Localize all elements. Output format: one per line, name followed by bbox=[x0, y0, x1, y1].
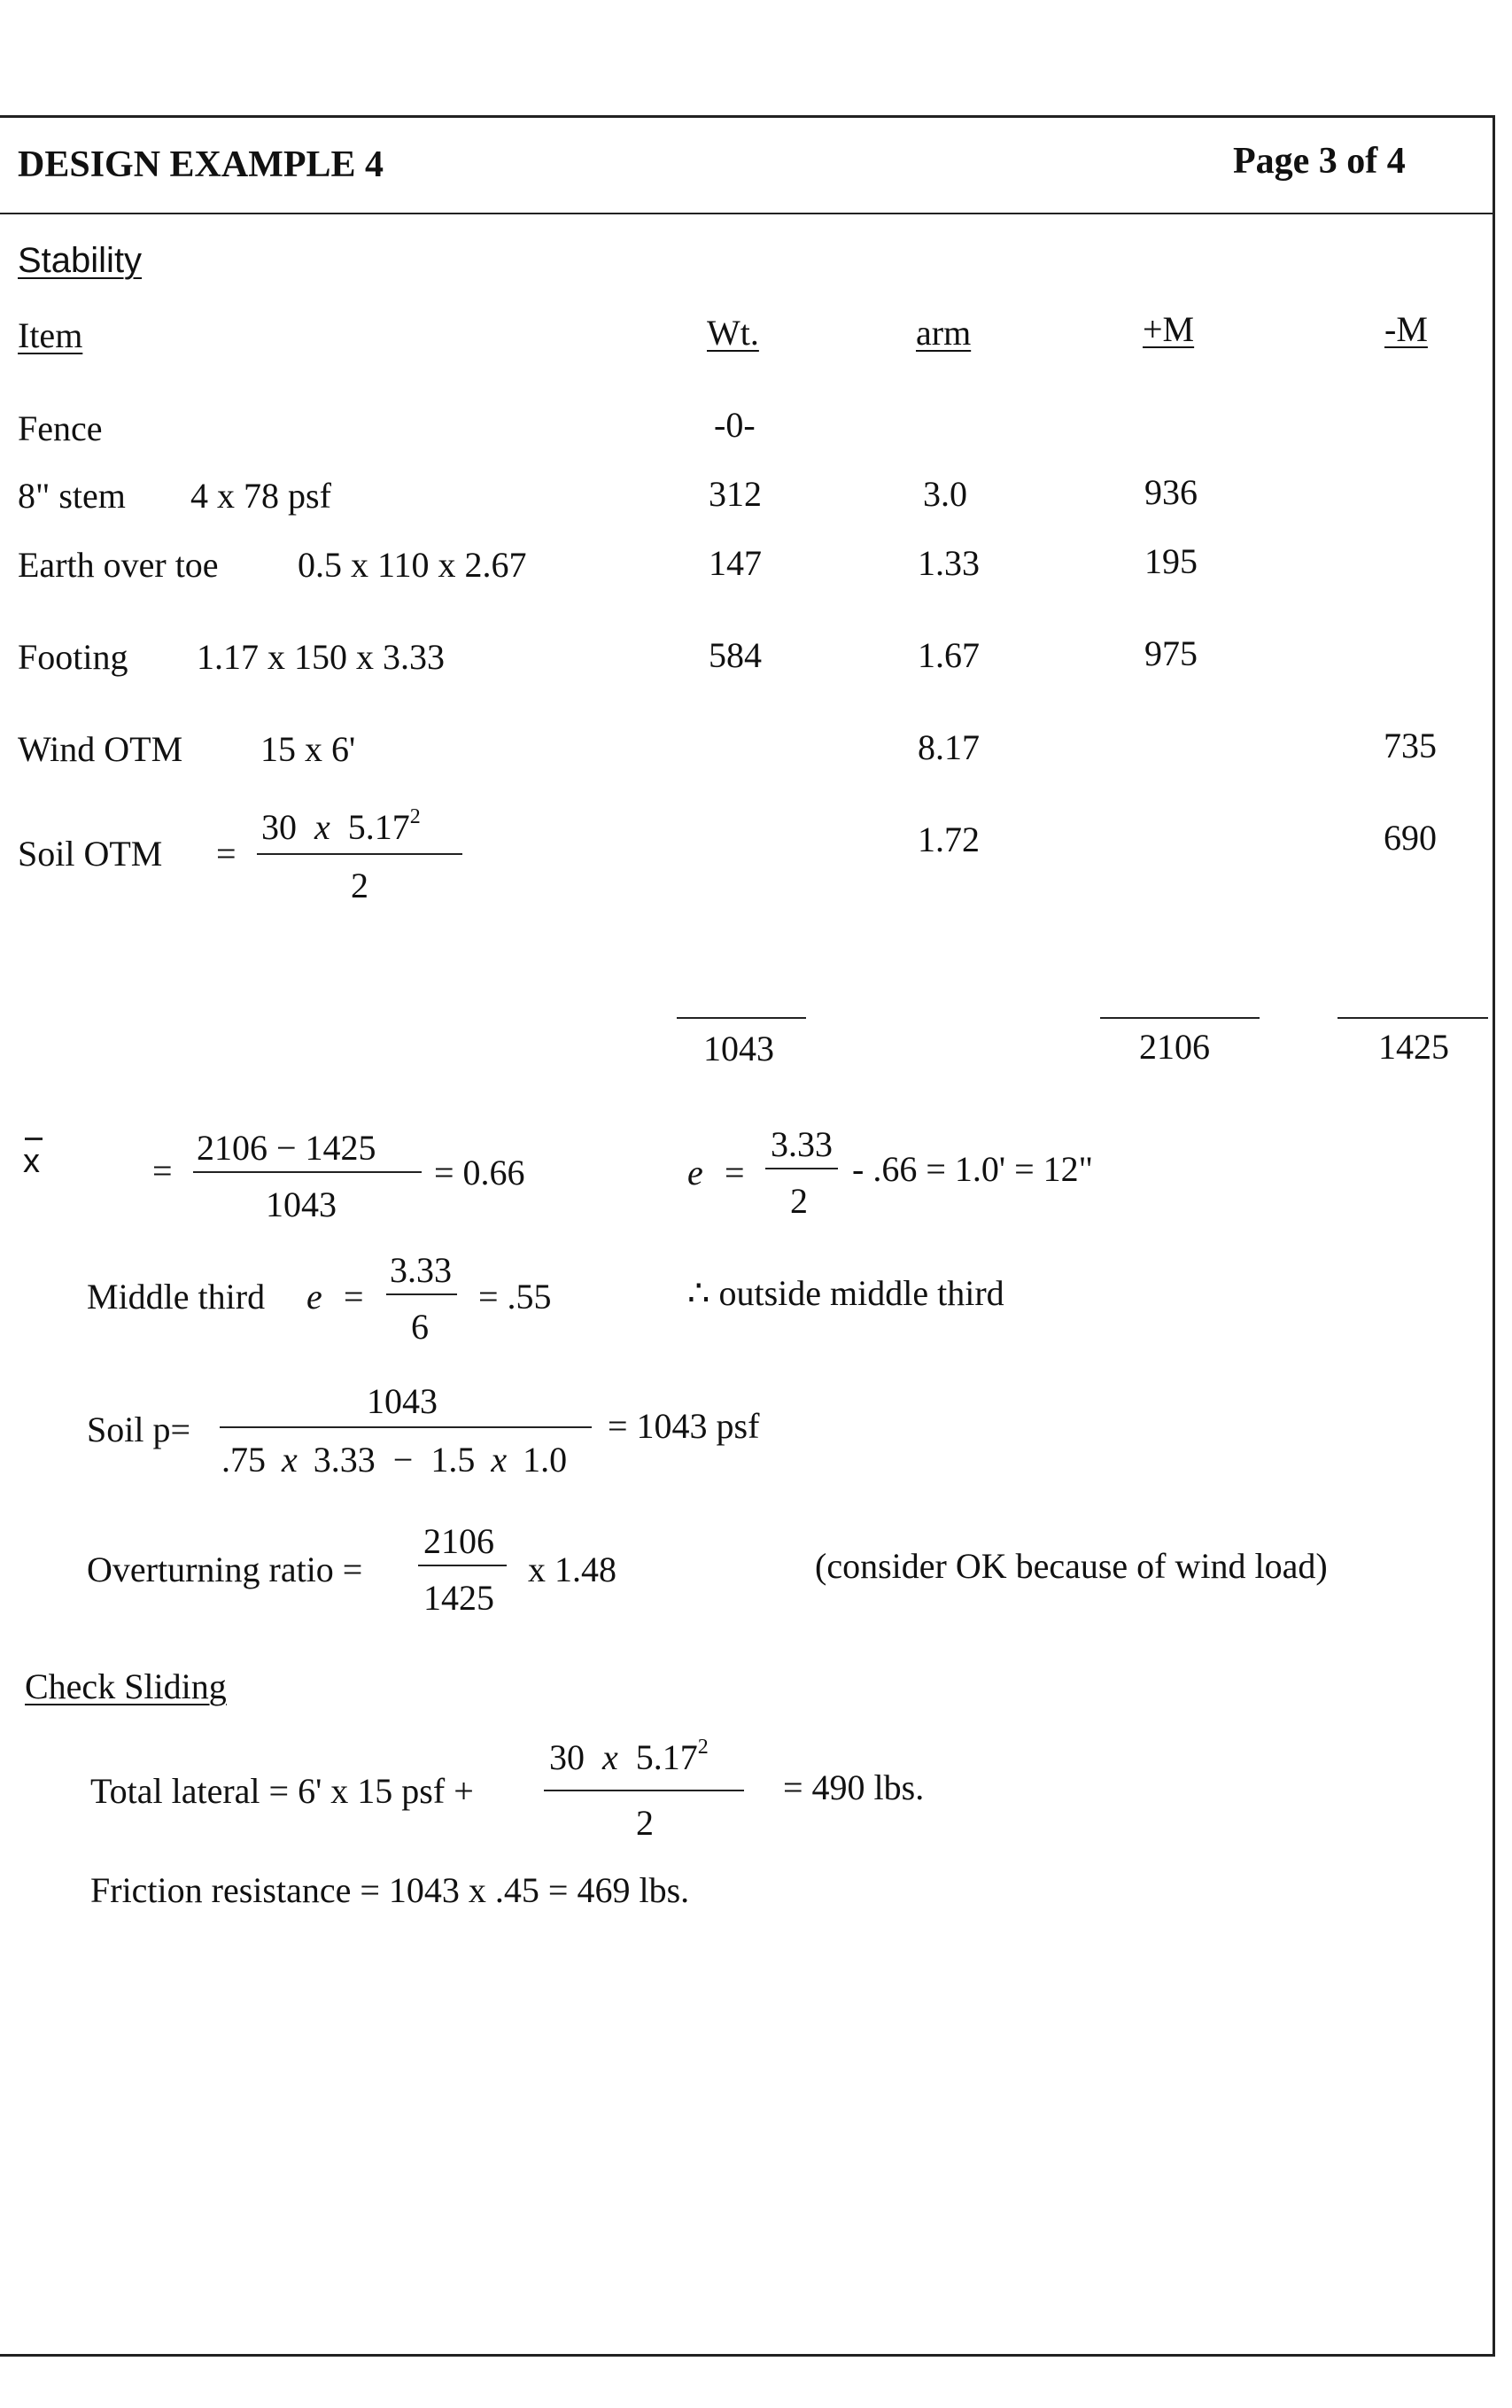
page-frame bbox=[0, 115, 1495, 2357]
soil-den-x1: x bbox=[282, 1440, 298, 1480]
total-wt-rule bbox=[677, 1017, 806, 1019]
header-divider bbox=[0, 213, 1495, 214]
section-title: Stability bbox=[18, 241, 143, 280]
row-stem-arm: 3.0 bbox=[923, 474, 967, 514]
middle-third-denominator: 6 bbox=[411, 1307, 429, 1347]
row-stem-detail: 4 x 78 psf bbox=[190, 476, 331, 516]
row-footing-detail: 1.17 x 150 x 3.33 bbox=[197, 637, 445, 677]
middle-third-numerator: 3.33 bbox=[390, 1250, 452, 1290]
overturning-ratio-label: Overturning ratio = bbox=[87, 1550, 363, 1589]
middle-third-fraction-bar bbox=[386, 1293, 457, 1295]
total-minus-m-rule bbox=[1338, 1017, 1488, 1019]
row-fence-wt: -0- bbox=[714, 405, 756, 445]
soil-pressure-numerator: 1043 bbox=[367, 1381, 438, 1421]
x-bar-result: = 0.66 bbox=[434, 1153, 525, 1192]
row-wind-minus-m: 735 bbox=[1384, 726, 1437, 765]
header-arm: arm bbox=[916, 313, 972, 353]
header-wt: Wt. bbox=[707, 313, 759, 353]
row-footing-wt: 584 bbox=[709, 635, 762, 675]
row-wind-arm: 8.17 bbox=[918, 727, 980, 767]
header-plus-m: +M bbox=[1143, 309, 1195, 349]
outside-middle-third-note: ∴ outside middle third bbox=[687, 1273, 1004, 1313]
row-earth-plus-m: 195 bbox=[1144, 541, 1198, 581]
row-earth-arm: 1.33 bbox=[918, 543, 980, 583]
soil-pressure-fraction-bar bbox=[220, 1426, 592, 1428]
page-number: Page 3 of 4 bbox=[1233, 141, 1406, 182]
total-plus-m: 2106 bbox=[1139, 1027, 1210, 1067]
soil-otm-num-a: 30 bbox=[261, 807, 297, 847]
x-bar-equals: = bbox=[152, 1151, 173, 1191]
row-soil-item: Soil OTM bbox=[18, 834, 163, 874]
total-lateral-label: Total lateral = 6' x 15 psf + bbox=[90, 1771, 474, 1811]
eccentricity-denominator: 2 bbox=[790, 1181, 808, 1221]
soil-den-b: 3.33 bbox=[313, 1440, 376, 1480]
middle-third-equals: = bbox=[344, 1277, 364, 1317]
check-sliding-title: Check Sliding bbox=[25, 1666, 227, 1706]
total-minus-m: 1425 bbox=[1378, 1027, 1449, 1067]
soil-otm-num-x: x bbox=[314, 807, 330, 847]
row-fence-item: Fence bbox=[18, 408, 103, 448]
total-lateral-denominator: 2 bbox=[636, 1803, 654, 1843]
eccentricity-numerator: 3.33 bbox=[771, 1124, 833, 1164]
soil-den-x2: x bbox=[491, 1440, 508, 1480]
soil-pressure-result: = 1043 psf bbox=[608, 1406, 760, 1446]
row-footing-arm: 1.67 bbox=[918, 635, 980, 675]
overturning-ratio-note: (consider OK because of wind load) bbox=[815, 1546, 1328, 1586]
row-stem-item: 8" stem bbox=[18, 476, 126, 516]
total-plus-m-rule bbox=[1100, 1017, 1260, 1019]
eccentricity-equals: = bbox=[725, 1153, 745, 1192]
lateral-num-b: 5.17 bbox=[635, 1737, 698, 1777]
soil-den-d: 1.0 bbox=[523, 1440, 568, 1480]
overturning-ratio-denominator: 1425 bbox=[423, 1578, 494, 1618]
row-earth-item: Earth over toe bbox=[18, 545, 219, 585]
overturning-ratio-fraction-bar bbox=[418, 1565, 507, 1566]
soil-den-minus: − bbox=[392, 1440, 414, 1480]
total-lateral-numerator bbox=[549, 1736, 709, 1778]
row-soil-equals: = bbox=[216, 834, 236, 874]
eccentricity-result: - .66 = 1.0' = 12" bbox=[852, 1149, 1093, 1189]
row-earth-detail: 0.5 x 110 x 2.67 bbox=[298, 545, 527, 585]
row-footing-item: Footing bbox=[18, 637, 128, 677]
total-lateral-fraction-bar bbox=[544, 1790, 744, 1791]
x-bar-fraction-bar bbox=[193, 1171, 422, 1173]
eccentricity-label: e bbox=[687, 1153, 703, 1192]
x-bar-symbol bbox=[23, 1143, 40, 1181]
x-bar-letter: x bbox=[23, 1143, 40, 1180]
friction-resistance: Friction resistance = 1043 x .45 = 469 lbs. bbox=[90, 1870, 690, 1910]
x-bar-numerator: 2106 − 1425 bbox=[197, 1128, 376, 1168]
soil-otm-fraction-bar bbox=[257, 853, 462, 855]
soil-den-a: .75 bbox=[221, 1440, 266, 1480]
overturning-ratio-result: x 1.48 bbox=[528, 1550, 616, 1589]
header-minus-m: -M bbox=[1384, 309, 1428, 349]
row-wind-detail: 15 x 6' bbox=[260, 729, 356, 769]
soil-otm-denominator: 2 bbox=[351, 866, 368, 905]
eccentricity-fraction-bar bbox=[765, 1168, 838, 1169]
soil-den-c: 1.5 bbox=[430, 1440, 476, 1480]
header-item: Item bbox=[18, 315, 83, 355]
overturning-ratio-numerator: 2106 bbox=[423, 1521, 494, 1561]
row-stem-wt: 312 bbox=[709, 474, 762, 514]
document-title: DESIGN EXAMPLE 4 bbox=[18, 144, 384, 185]
total-wt: 1043 bbox=[703, 1029, 774, 1068]
row-wind-item: Wind OTM bbox=[18, 729, 183, 769]
lateral-num-exp: 2 bbox=[697, 1736, 709, 1759]
soil-pressure-denominator bbox=[221, 1439, 567, 1480]
lateral-num-a: 30 bbox=[549, 1737, 585, 1777]
soil-otm-num-exp: 2 bbox=[409, 805, 421, 828]
soil-otm-num-b: 5.17 bbox=[347, 807, 410, 847]
x-bar-overline bbox=[25, 1138, 43, 1140]
row-stem-plus-m: 936 bbox=[1144, 472, 1198, 512]
row-soil-arm: 1.72 bbox=[918, 819, 980, 859]
middle-third-e: e bbox=[306, 1277, 322, 1317]
row-footing-plus-m: 975 bbox=[1144, 633, 1198, 673]
row-earth-wt: 147 bbox=[709, 543, 762, 583]
middle-third-result: = .55 bbox=[478, 1277, 552, 1317]
soil-otm-numerator bbox=[261, 806, 421, 848]
middle-third-label: Middle third bbox=[87, 1277, 266, 1317]
row-soil-minus-m: 690 bbox=[1384, 818, 1437, 858]
lateral-num-x: x bbox=[602, 1737, 618, 1777]
soil-pressure-label: Soil p= bbox=[87, 1410, 191, 1449]
x-bar-denominator: 1043 bbox=[266, 1185, 337, 1224]
total-lateral-result: = 490 lbs. bbox=[783, 1767, 925, 1807]
